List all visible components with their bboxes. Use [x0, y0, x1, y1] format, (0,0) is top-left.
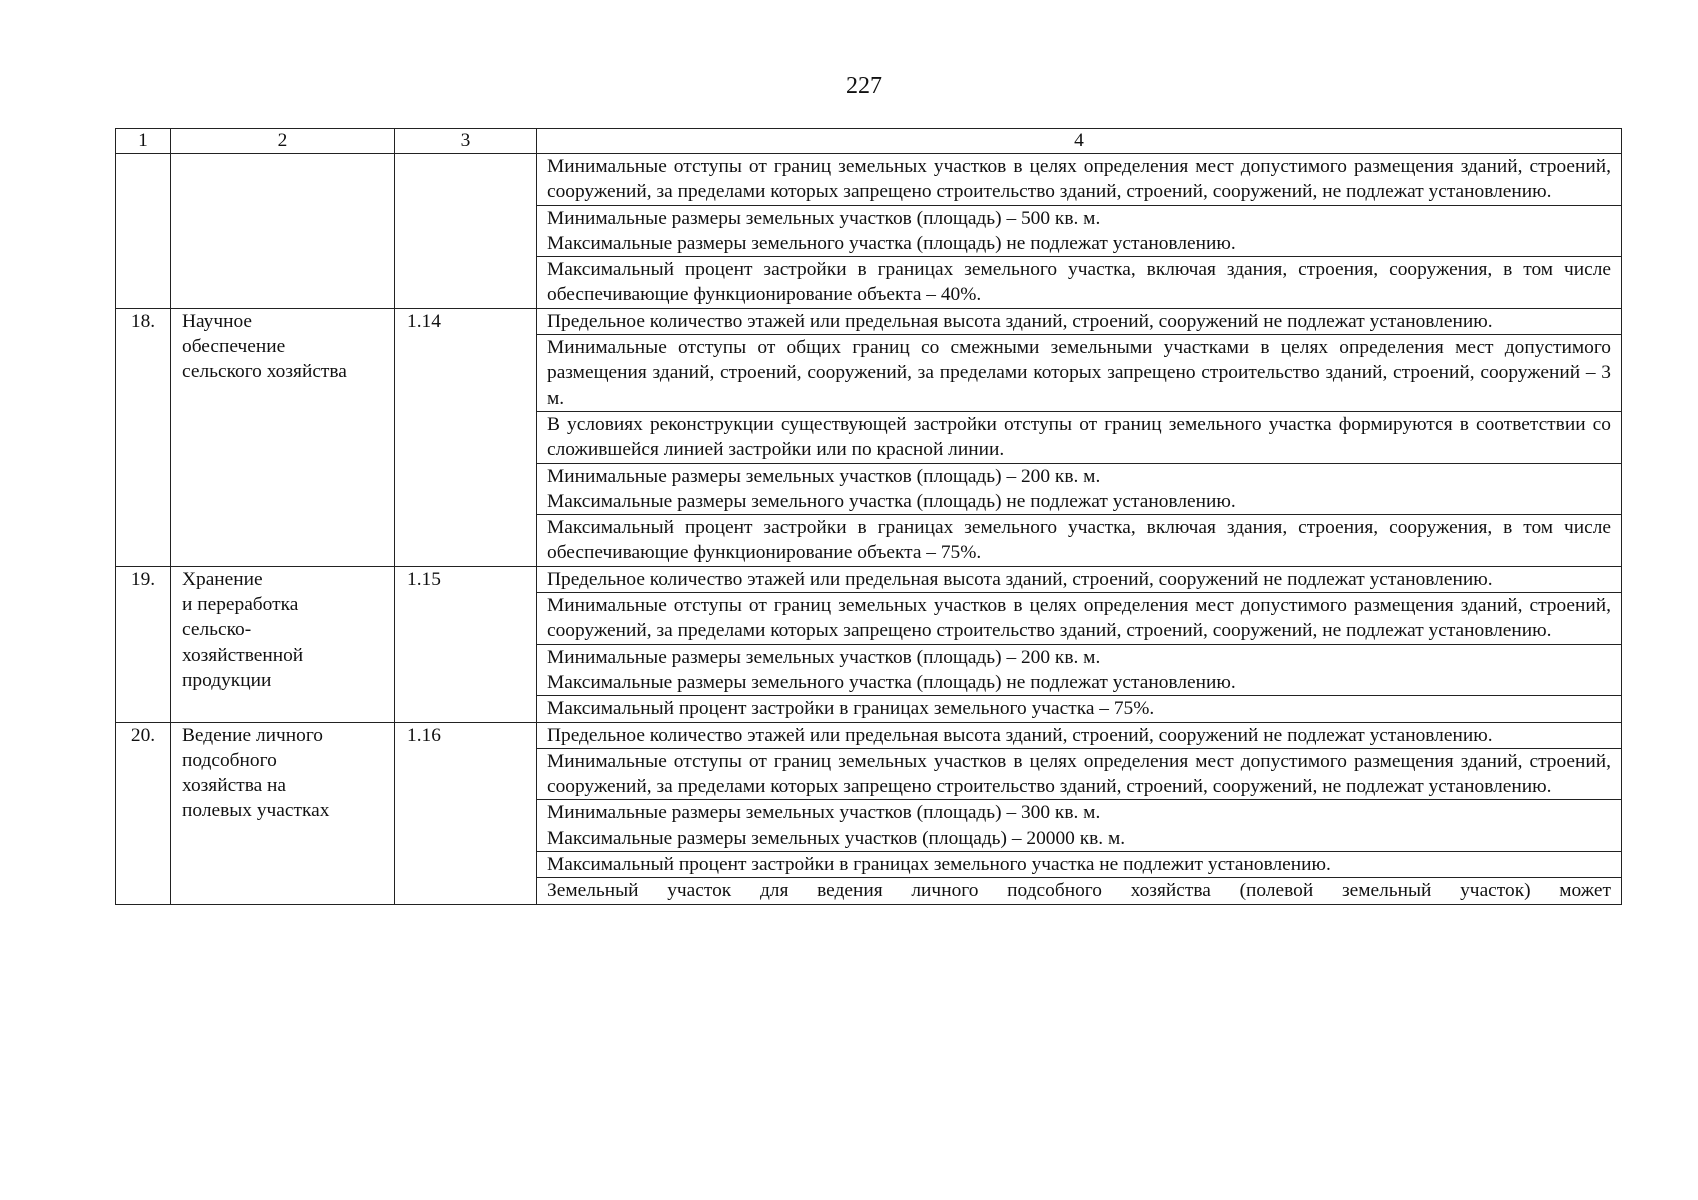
land-use-name: Хранение и переработка сельско- хозяйственной продукции	[171, 566, 395, 722]
table-header-row	[116, 129, 1622, 154]
parameter-cell: Максимальный процент застройки в границах земельного участка, включая здания, строения, сооружения, в том числе обеспечивающие функционирование объекта – 75%.	[537, 515, 1622, 567]
land-use-code: 1.15	[395, 566, 537, 722]
parameter-cell: Максимальный процент застройки в границах земельного участка – 75%.	[537, 696, 1622, 722]
row-number: 18.	[116, 308, 171, 566]
land-use-name	[171, 154, 395, 309]
parameter-cell: Минимальные отступы от границ земельных участков в целях определения мест допустимого размещения зданий, строений, сооружений, за пределами которых запрещено строительство зданий, строений, сооружений, не подлежат установлению.	[537, 593, 1622, 645]
parameter-cell: Минимальные отступы от общих границ со смежными земельными участками в целях определения мест допустимого размещения зданий, строений, сооружений, за пределами которых запрещено строительство зданий, строений, сооружений – 3 м.	[537, 335, 1622, 412]
parameter-cell: Предельное количество этажей или предельная высота зданий, строений, сооружений не подлежат установлению.	[537, 566, 1622, 592]
parameter-cell: Минимальные отступы от границ земельных участков в целях определения мест допустимого размещения зданий, строений, сооружений, за пределами которых запрещено строительство зданий, строений, сооружений, не подлежат установлению.	[537, 748, 1622, 800]
parameter-cell: Земельный участок для ведения личного подсобного хозяйства (полевой земельный участок) может	[537, 878, 1622, 904]
row-number	[116, 154, 171, 309]
table-row	[116, 154, 1622, 206]
land-use-code: 1.14	[395, 308, 537, 566]
row-number: 20.	[116, 722, 171, 904]
column-header: 4	[537, 129, 1622, 154]
parameter-cell: Предельное количество этажей или предельная высота зданий, строений, сооружений не подлежат установлению.	[537, 722, 1622, 748]
regulations-table	[115, 128, 1622, 905]
land-use-name: Ведение личного подсобного хозяйства на полевых участках	[171, 722, 395, 904]
column-header: 3	[395, 129, 537, 154]
page-number: 227	[846, 73, 882, 99]
parameter-cell: Предельное количество этажей или предельная высота зданий, строений, сооружений не подлежат установлению.	[537, 308, 1622, 334]
parameter-cell: Минимальные отступы от границ земельных участков в целях определения мест допустимого размещения зданий, строений, сооружений, за пределами которых запрещено строительство зданий, строений, сооружений, не подлежат установлению.	[537, 154, 1622, 206]
table-row	[116, 722, 1622, 748]
column-header: 2	[171, 129, 395, 154]
column-header: 1	[116, 129, 171, 154]
land-use-code: 1.16	[395, 722, 537, 904]
table-row	[116, 566, 1622, 592]
land-use-name: Научное обеспечение сельского хозяйства	[171, 308, 395, 566]
parameter-cell: Минимальные размеры земельных участков (площадь) – 200 кв. м. Максимальные размеры земельного участка (площадь) не подлежат установлению.	[537, 463, 1622, 515]
row-number: 19.	[116, 566, 171, 722]
parameter-cell: В условиях реконструкции существующей застройки отступы от границ земельного участка формируются в соответствии со сложившейся линией застройки или по красной линии.	[537, 411, 1622, 463]
parameter-cell: Минимальные размеры земельных участков (площадь) – 500 кв. м. Максимальные размеры земельного участка (площадь) не подлежат установлению.	[537, 205, 1622, 257]
land-use-code	[395, 154, 537, 309]
parameter-cell: Максимальный процент застройки в границах земельного участка, включая здания, строения, сооружения, в том числе обеспечивающие функционирование объекта – 40%.	[537, 257, 1622, 309]
parameter-cell: Максимальный процент застройки в границах земельного участка не подлежит установлению.	[537, 852, 1622, 878]
parameter-cell: Минимальные размеры земельных участков (площадь) – 300 кв. м. Максимальные размеры земельных участков (площадь) – 20000 кв. м.	[537, 800, 1622, 852]
parameter-cell: Минимальные размеры земельных участков (площадь) – 200 кв. м. Максимальные размеры земельного участка (площадь) не подлежат установлению.	[537, 644, 1622, 696]
table-row	[116, 308, 1622, 334]
